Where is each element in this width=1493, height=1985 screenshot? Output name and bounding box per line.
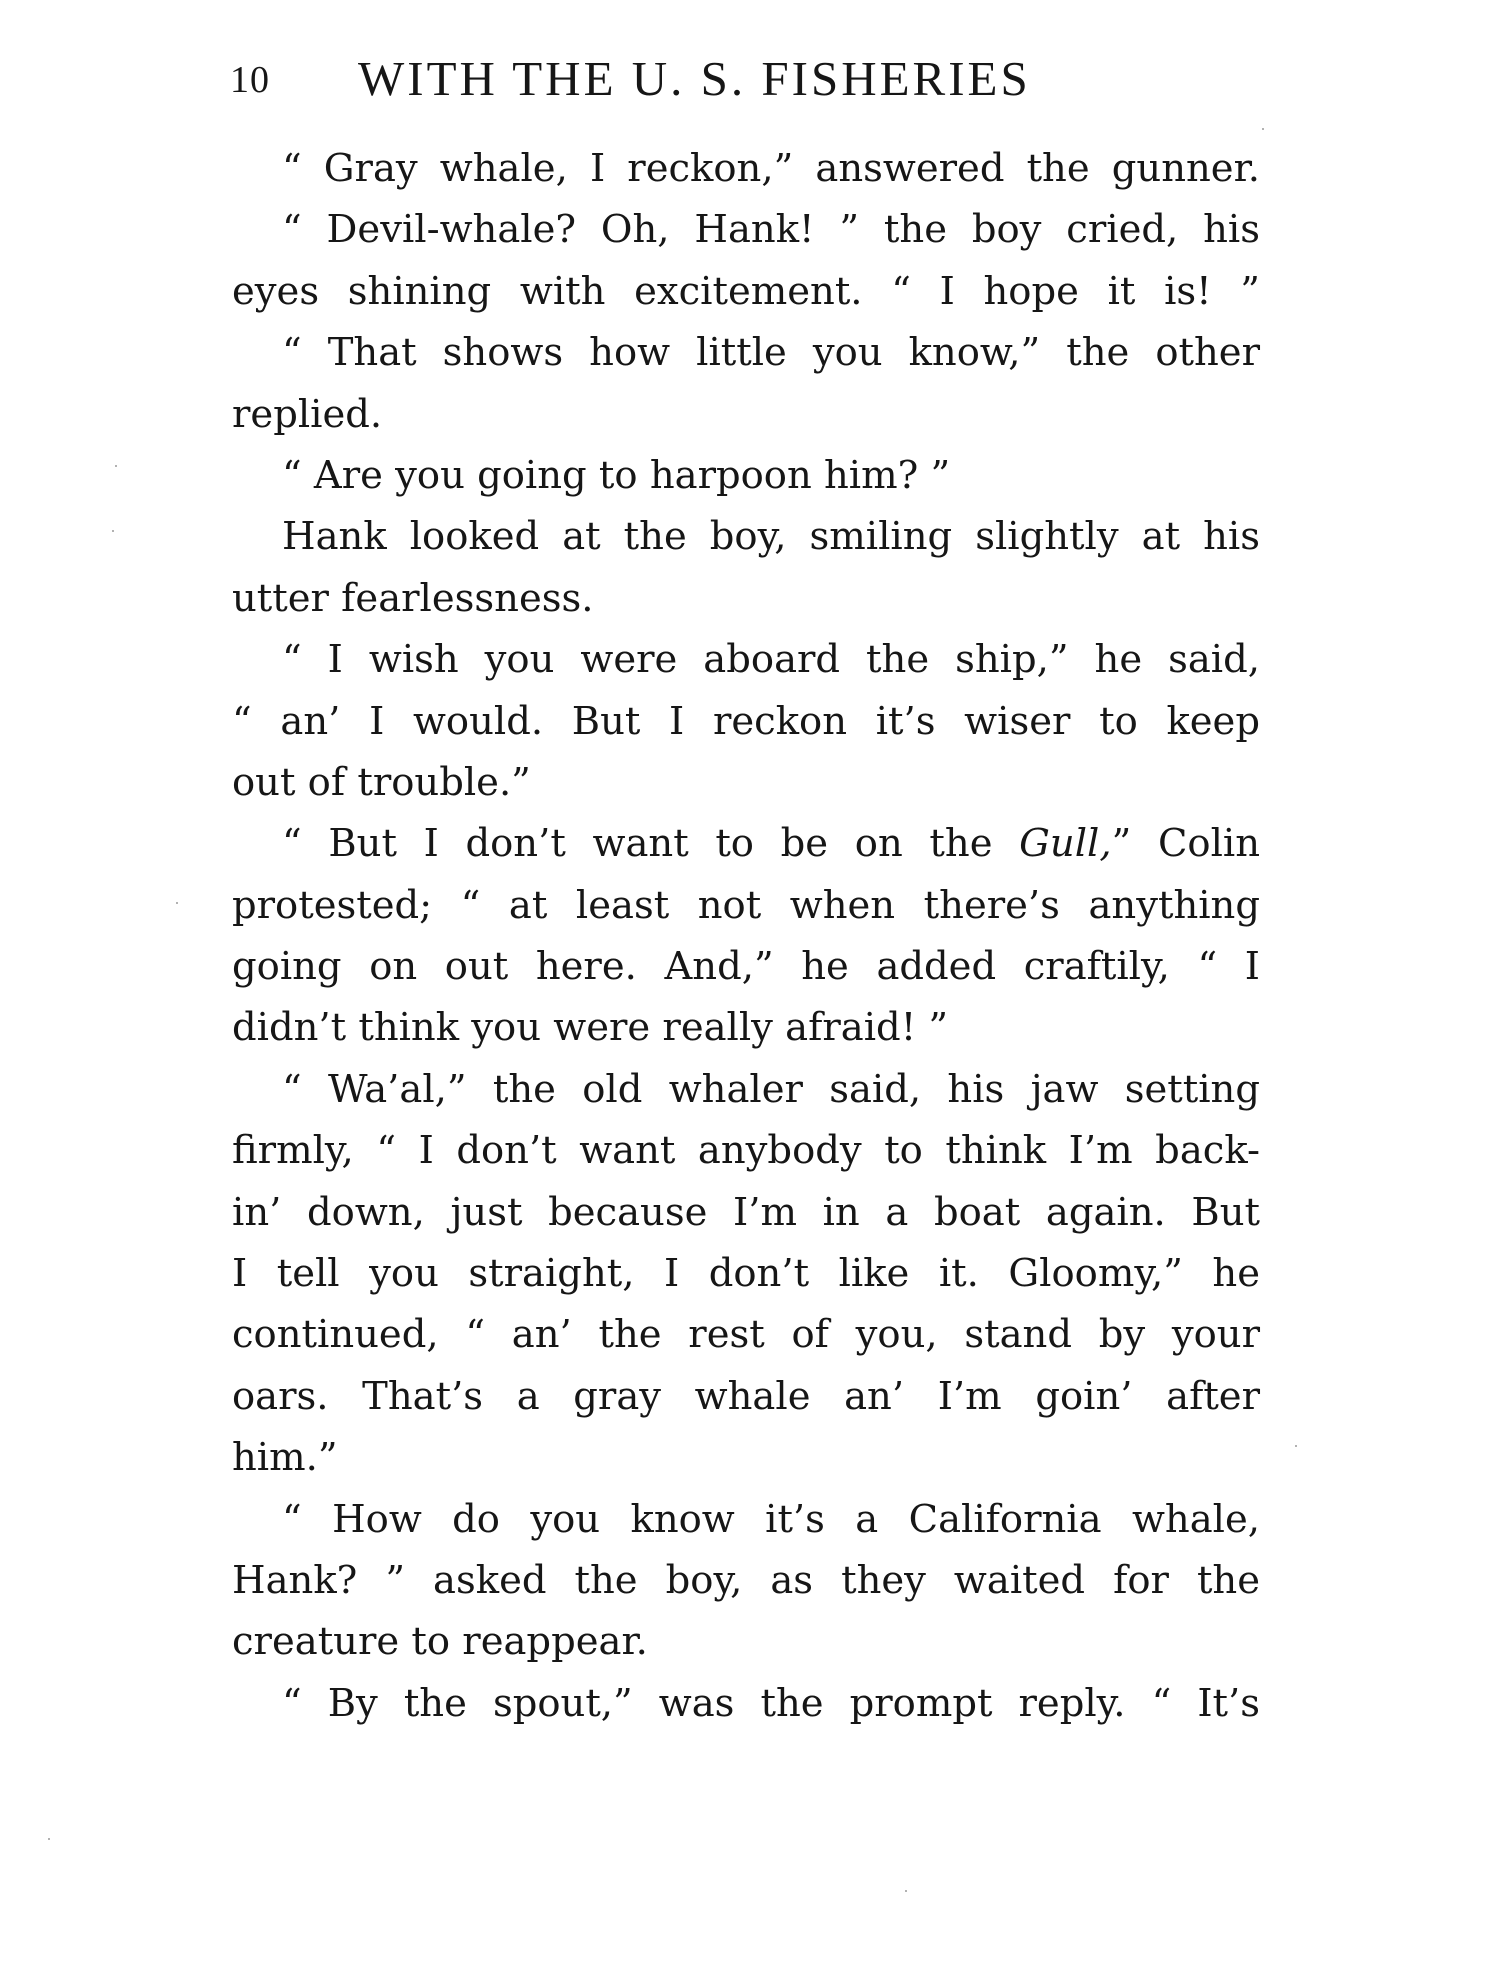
text-line: “ That shows how little you know,” the other [282,330,1260,376]
page-number: 10 [230,59,270,101]
text-line: him.” [232,1435,338,1481]
text-line: creature to reappear. [232,1619,648,1665]
text-line: Hank looked at the boy, smiling slightly at his [282,514,1260,560]
text-run: ” Colin [1111,821,1260,867]
body-text [232,138,1260,1734]
paper-speck [176,902,178,904]
paper-speck [48,1838,50,1840]
paper-speck [1262,128,1264,130]
paper-speck [115,465,117,467]
text-run: “ But I don’t want to be on the [282,821,1020,867]
paper-speck [112,530,114,532]
text-line: protested; “ at least not when there’s anything [232,882,1260,928]
text-line: eyes shining with excitement. “ I hope it is! ” [232,268,1260,314]
text-line: in’ down, just because I’m in a boat again. But [232,1189,1260,1235]
text-line: “ Devil-whale? Oh, Hank! ” the boy cried, his [282,207,1260,253]
paper-speck [905,1890,907,1892]
text-line: out of trouble.” [232,759,531,805]
text-line: Hank? ” asked the boy, as they waited for the [232,1557,1260,1603]
text-line: “ By the spout,” was the prompt reply. “ It’s [282,1680,1260,1726]
text-line-with-italic [232,813,1260,874]
text-line: “ I wish you were aboard the ship,” he said, [282,637,1260,683]
text-line: didn’t think you were really afraid! ” [232,1005,949,1051]
text-line: “ Gray whale, I reckon,” answered the gunner. [282,146,1260,191]
text-line: “ How do you know it’s a California whale, [282,1496,1260,1542]
text-line: continued, “ an’ the rest of you, stand by your [232,1312,1260,1358]
running-title: WITH THE U. S. FISHERIES [358,51,1031,106]
text-line: going on out here. And,” he added craftily, “ I [232,944,1260,990]
running-head [230,50,1270,110]
text-line: replied. [232,391,383,437]
text-line: “ Are you going to harpoon him? ” [282,452,951,498]
text-line: “ Wa’al,” the old whaler said, his jaw setting [282,1066,1260,1112]
text-line: oars. That’s a gray whale an’ I’m goin’ after [232,1373,1260,1419]
text-line: utter fearlessness. [232,575,594,621]
ship-name-italic: Gull, [1019,821,1112,867]
text-line: I tell you straight, I don’t like it. Gloomy,” he [232,1251,1260,1297]
paper-speck [1295,1445,1297,1447]
text-line: “ an’ I would. But I reckon it’s wiser to keep [232,698,1260,744]
text-line: firmly, “ I don’t want anybody to think I’m back- [232,1128,1260,1174]
